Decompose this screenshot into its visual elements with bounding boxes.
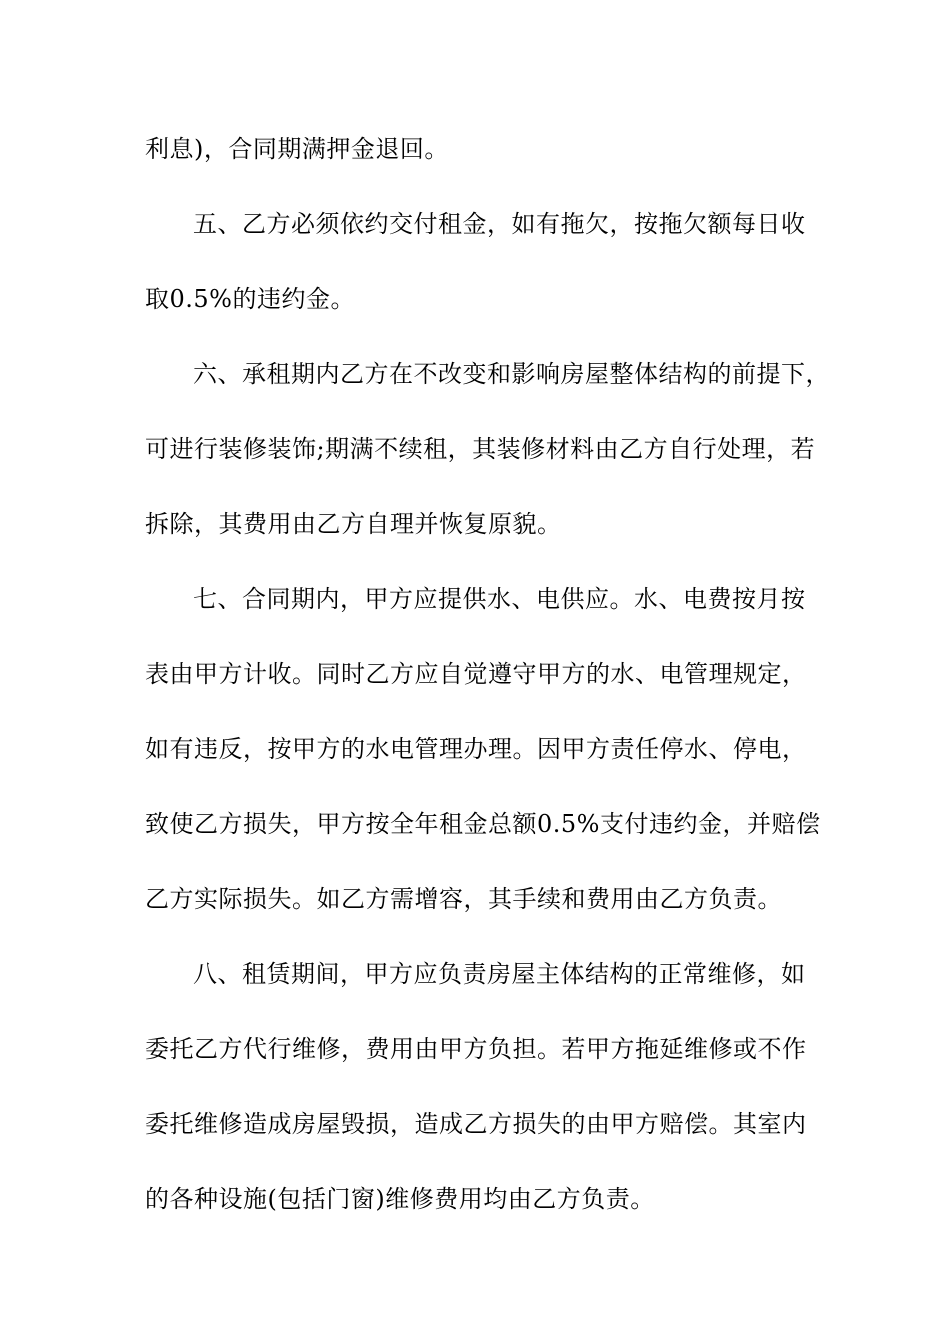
text-line: 取0.5%的违约金。 bbox=[145, 285, 355, 313]
text-line: 委托乙方代行维修，费用由甲方负担。若甲方拖延维修或不作 bbox=[145, 1035, 807, 1063]
text-line: 利息)，合同期满押金退回。 bbox=[145, 135, 449, 163]
text-line: 表由甲方计收。同时乙方应自觉遵守甲方的水、电管理规定， bbox=[145, 660, 807, 688]
text-line: 的各种设施(包括门窗)维修费用均由乙方负责。 bbox=[145, 1185, 655, 1213]
text-line: 七、合同期内，甲方应提供水、电供应。水、电费按月按 bbox=[193, 585, 806, 613]
text-line: 如有违反，按甲方的水电管理办理。因甲方责任停水、停电， bbox=[145, 735, 807, 763]
text-line: 八、租赁期间，甲方应负责房屋主体结构的正常维修，如 bbox=[193, 960, 806, 988]
text-line: 委托维修造成房屋毁损，造成乙方损失的由甲方赔偿。其室内 bbox=[145, 1110, 807, 1138]
text-line: 乙方实际损失。如乙方需增容，其手续和费用由乙方负责。 bbox=[145, 885, 782, 913]
text-line: 六、承租期内乙方在不改变和影响房屋整体结构的前提下， bbox=[193, 360, 830, 388]
text-line: 致使乙方损失，甲方按全年租金总额0.5%支付违约金，并赔偿 bbox=[145, 810, 821, 838]
text-line: 可进行装修装饰;期满不续租，其装修材料由乙方自行处理，若 bbox=[145, 435, 816, 463]
text-line: 拆除，其费用由乙方自理并恢复原貌。 bbox=[145, 510, 562, 538]
text-line: 五、乙方必须依约交付租金，如有拖欠，按拖欠额每日收 bbox=[193, 210, 806, 238]
